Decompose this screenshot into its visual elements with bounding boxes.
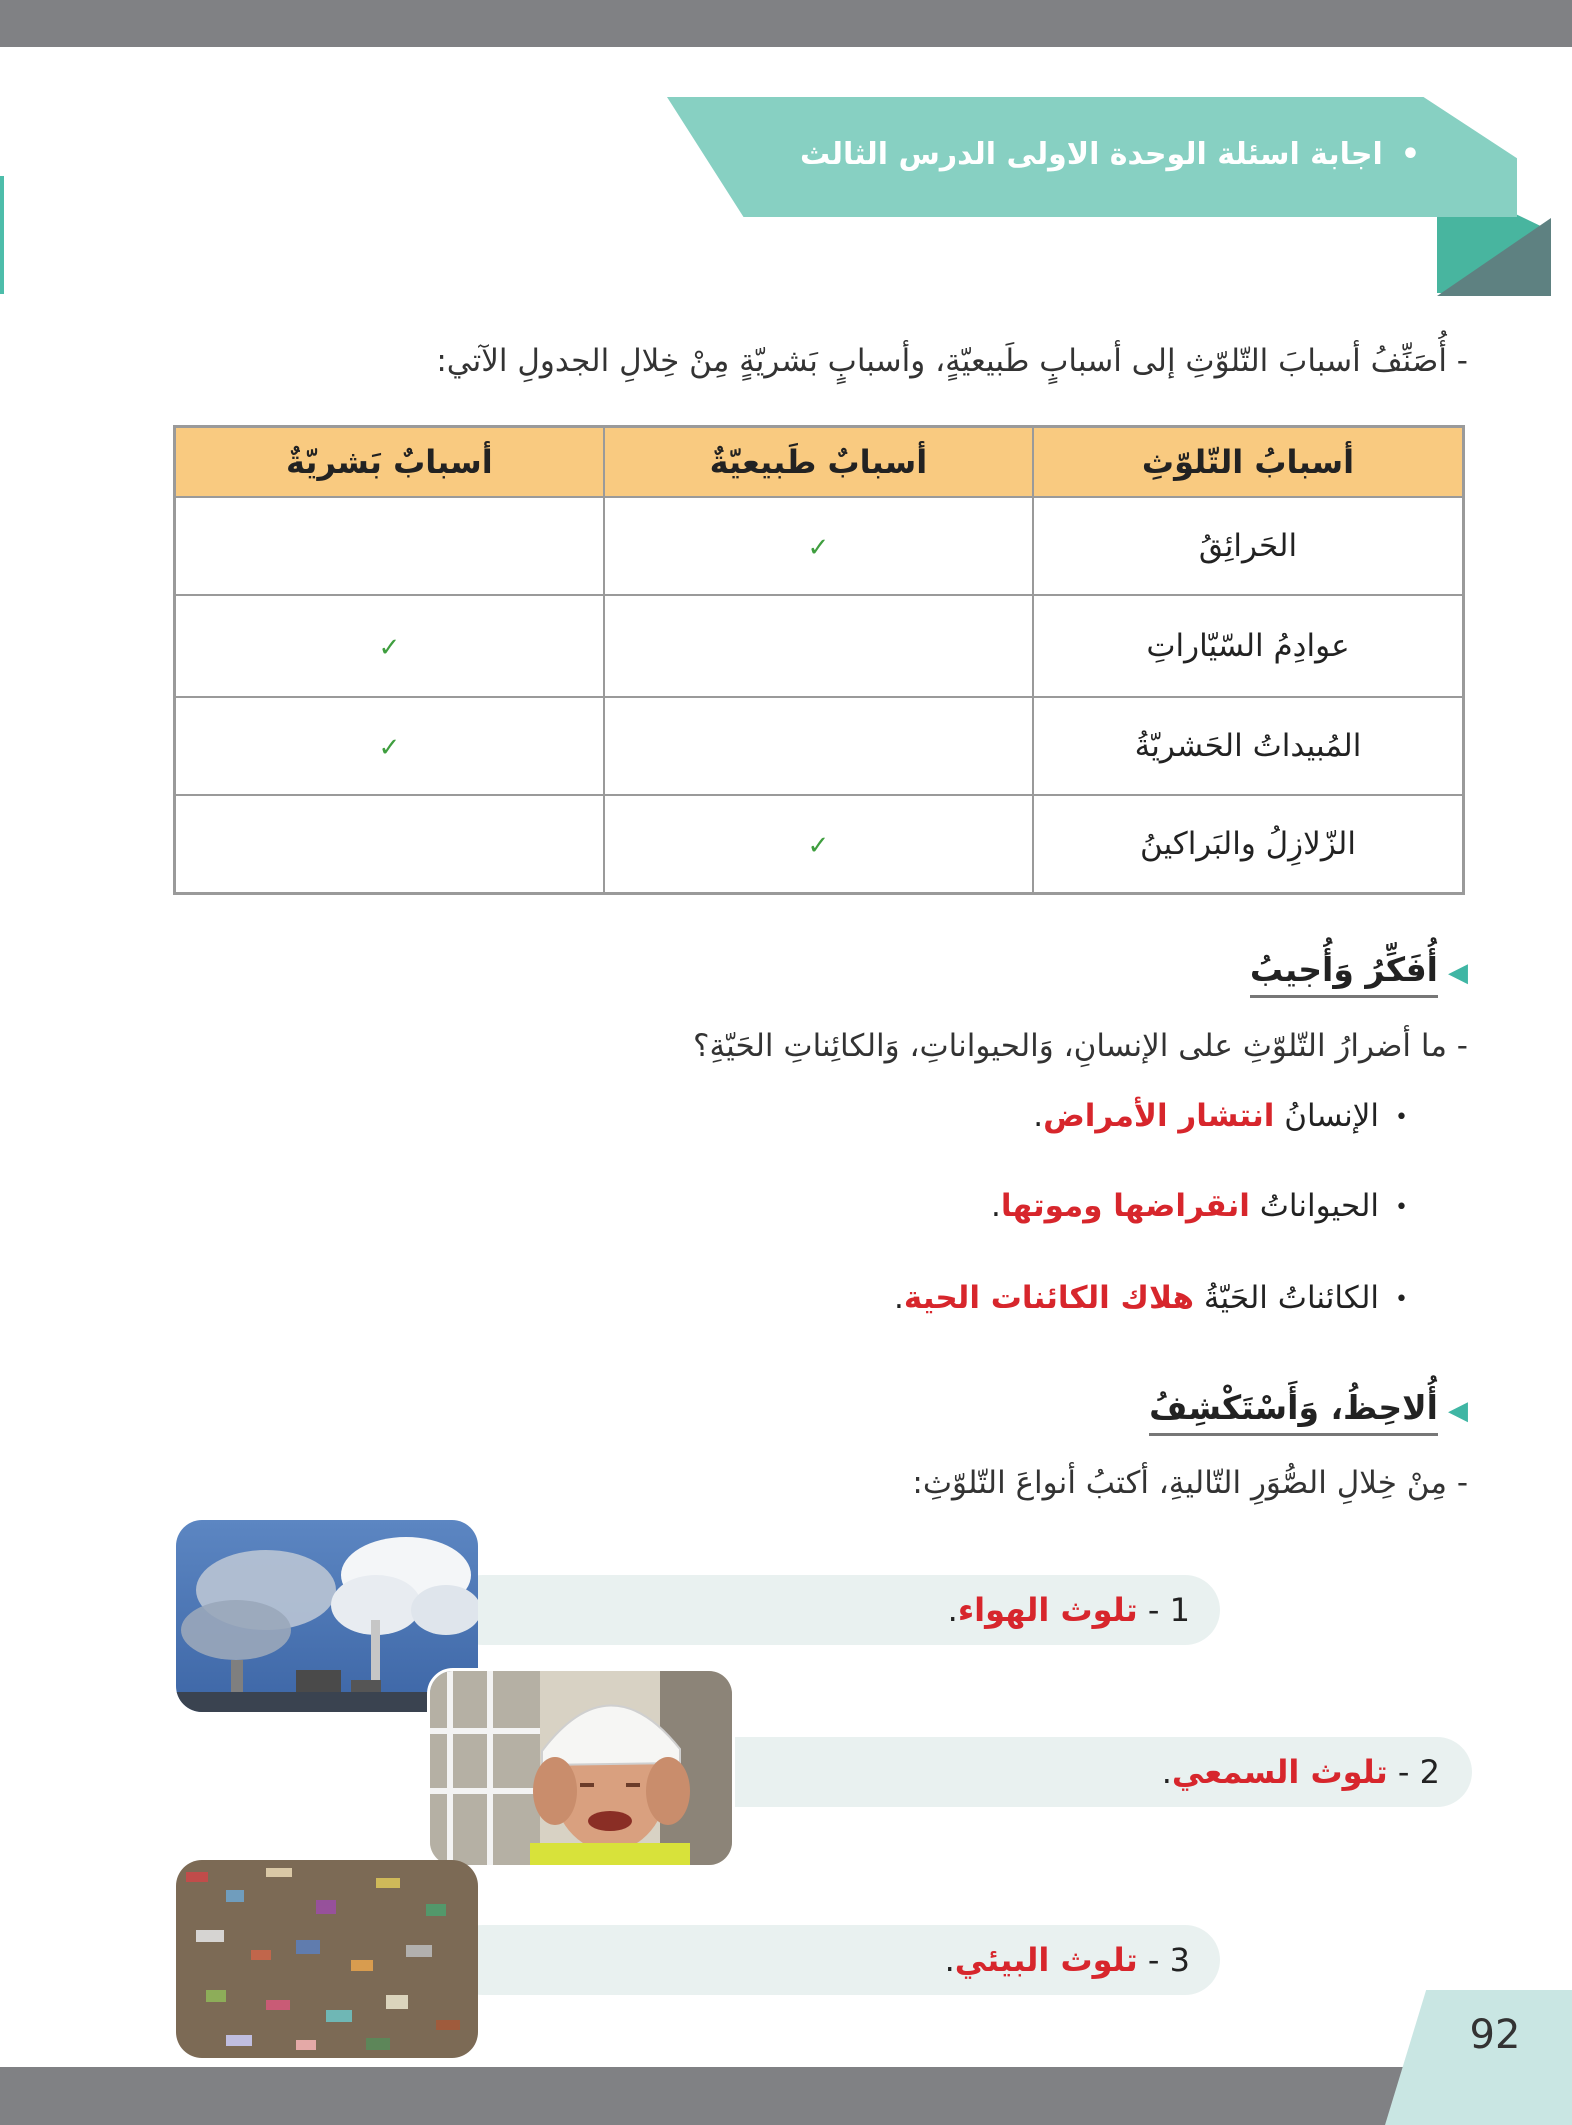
check-icon: ✓: [378, 733, 401, 763]
bullet-dot-icon: •: [1400, 137, 1420, 172]
list-item: •الحيواناتُ انقراضها وموتها.: [991, 1188, 1408, 1224]
human-cell: [175, 795, 604, 894]
list-item: •الإنسانُ انتشار الأمراض.: [1033, 1098, 1408, 1134]
cause-cell: عوادِمُ السّيّاراتِ: [1033, 595, 1464, 697]
observe-question: - مِنْ خِلالِ الصُّوَرِ التّاليةِ، أكتبُ أنواعَ التّلوّثِ:: [912, 1465, 1468, 1501]
header-causes: أسبابُ التّلوّثِ: [1033, 427, 1464, 498]
cause-cell: الحَرائِقُ: [1033, 497, 1464, 595]
header-human: أسبابٌ بَشريّةٌ: [175, 427, 604, 498]
answer-2: 2 - تلوث السمعي.: [1161, 1753, 1440, 1791]
table-row: [175, 795, 1464, 894]
human-cell: [175, 595, 604, 697]
table-header-row: [175, 427, 1464, 498]
section-triangle-icon: ◀: [1448, 958, 1468, 988]
bullet-dot-icon: •: [1395, 1287, 1408, 1312]
human-cell: [175, 497, 604, 595]
bullet-dot-icon: •: [1395, 1105, 1408, 1130]
causes-table: [173, 425, 1465, 895]
page-title: •اجابة اسئلة الوحدة الاولى الدرس الثالث (اولا): [799, 137, 1420, 252]
natural-cell: [604, 595, 1033, 697]
classify-question: - أُصَنِّفُ أسبابَ التّلوّثِ إلى أسبابٍ طَبيعيّةٍ، وأسبابٍ بَشريّةٍ مِنْ خِلالِ الجدولِ الآتي:: [436, 343, 1468, 379]
left-accent-line: [0, 176, 4, 294]
think-question: - ما أضرارُ التّلوّثِ على الإنسانِ، وَالحيواناتِ، وَالكائِناتِ الحَيّةِ؟: [693, 1028, 1468, 1064]
table-row: [175, 595, 1464, 697]
table-row: [175, 497, 1464, 595]
human-cell: [175, 697, 604, 795]
answer-3: 3 - تلوث البيئي.: [944, 1941, 1190, 1979]
think-heading: ◀أُفَكِّرُ وَأُجيبُ: [1000, 950, 1468, 989]
section-triangle-icon: ◀: [1448, 1396, 1468, 1426]
natural-cell: [604, 795, 1033, 894]
table-row: [175, 697, 1464, 795]
noise-worker-image: [427, 1668, 735, 1868]
natural-cell: [604, 697, 1033, 795]
page-number: 92: [1469, 2012, 1521, 2058]
answer-1: 1 - تلوث الهواء.: [947, 1591, 1190, 1629]
check-icon: ✓: [807, 533, 830, 563]
list-item: •الكائناتُ الحَيّةُ هلاك الكائنات الحية.: [894, 1280, 1408, 1316]
check-icon: ✓: [378, 633, 401, 663]
top-bar: [0, 0, 1572, 47]
bullet-dot-icon: •: [1395, 1195, 1408, 1220]
cause-cell: المُبيداتُ الحَشريّةُ: [1033, 697, 1464, 795]
garbage-pollution-image: [176, 1860, 478, 2058]
header-natural: أسبابٌ طَبيعيّةٌ: [604, 427, 1033, 498]
bottom-bar: [0, 2067, 1572, 2125]
natural-cell: [604, 497, 1033, 595]
observe-heading: ◀أُلاحِظُ، وَأَسْتَكْشِفُ: [1000, 1388, 1468, 1427]
cause-cell: الزّلازِلُ والبَراكينُ: [1033, 795, 1464, 894]
check-icon: ✓: [807, 831, 830, 861]
